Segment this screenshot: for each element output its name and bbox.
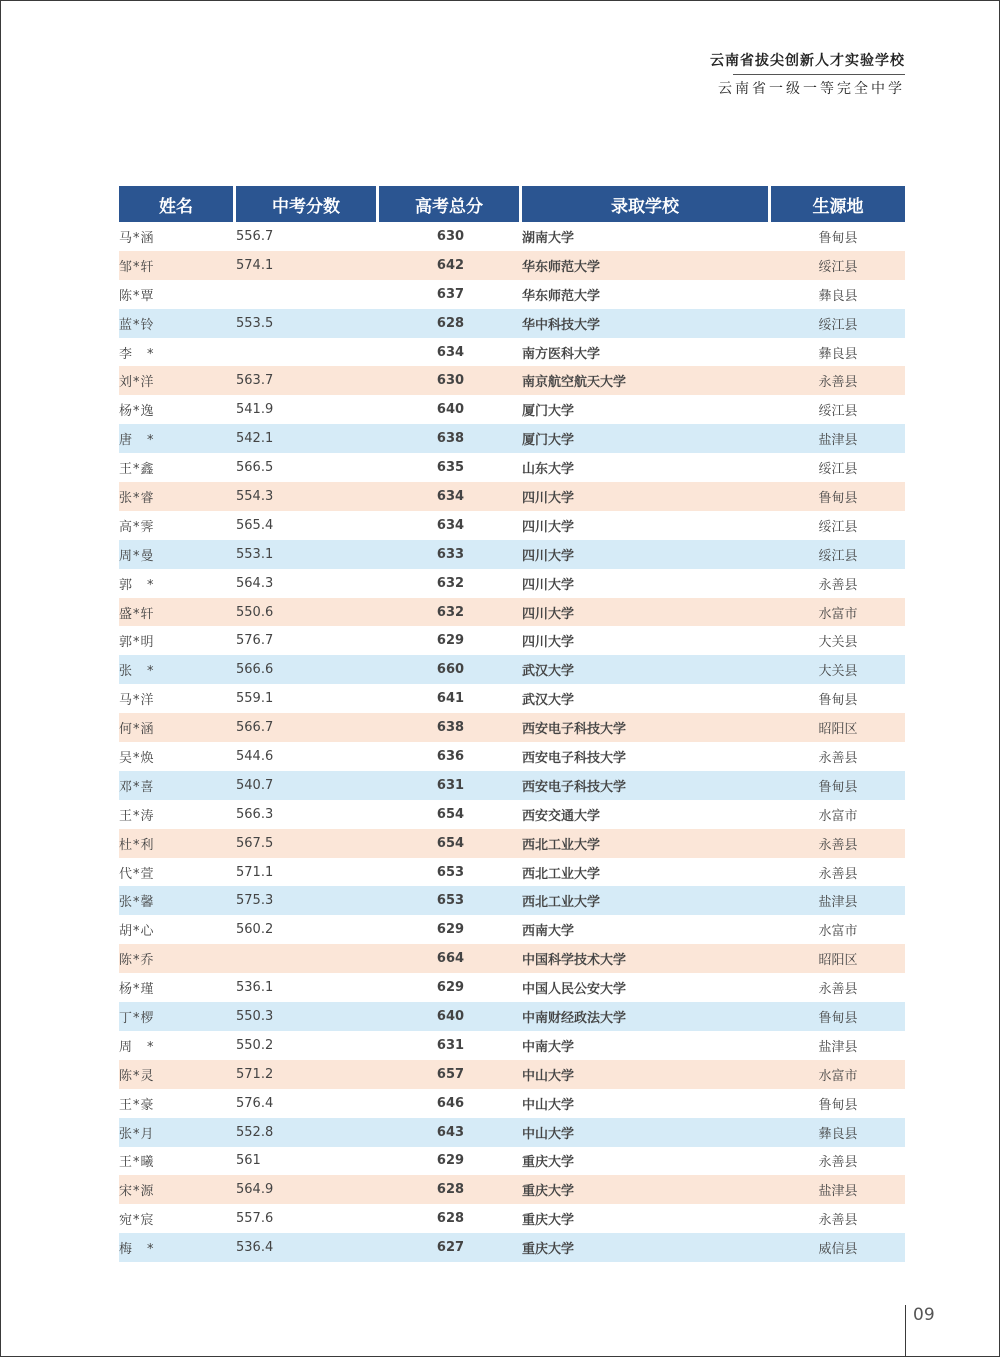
admitted-school: 南京航空航天大学: [522, 366, 771, 395]
student-name: 盛*轩: [119, 598, 236, 627]
zhongkao-score: 553.1: [236, 540, 379, 569]
student-name: 宛*宸: [119, 1204, 236, 1233]
origin-county: 鲁甸县: [771, 771, 905, 800]
student-name: 周*曼: [119, 540, 236, 569]
zhongkao-score: 566.7: [236, 713, 379, 742]
origin-county: 永善县: [771, 366, 905, 395]
student-name: 吴*焕: [119, 742, 236, 771]
admitted-school: 中山大学: [522, 1060, 771, 1089]
zhongkao-score: 542.1: [236, 424, 379, 453]
zhongkao-score: 536.1: [236, 973, 379, 1002]
student-name: 马*涵: [119, 222, 236, 251]
admitted-school: 重庆大学: [522, 1147, 771, 1176]
gaokao-score: 629: [379, 626, 522, 655]
gaokao-score: 627: [379, 1233, 522, 1262]
origin-county: 水富市: [771, 915, 905, 944]
student-name: 张 *: [119, 655, 236, 684]
origin-county: 威信县: [771, 1233, 905, 1262]
zhongkao-score: 566.3: [236, 800, 379, 829]
origin-county: 盐津县: [771, 1175, 905, 1204]
student-name: 周 *: [119, 1031, 236, 1060]
student-name: 李 *: [119, 338, 236, 367]
zhongkao-score: 553.5: [236, 309, 379, 338]
student-name: 陈*覃: [119, 280, 236, 309]
table-row: [119, 973, 905, 1002]
zhongkao-score: 544.6: [236, 742, 379, 771]
origin-county: 永善县: [771, 1204, 905, 1233]
zhongkao-score: 559.1: [236, 684, 379, 713]
zhongkao-score: [236, 944, 379, 973]
admitted-school: 四川大学: [522, 626, 771, 655]
student-name: 杨*逸: [119, 395, 236, 424]
origin-county: 绥江县: [771, 251, 905, 280]
table-body: [119, 222, 905, 1262]
zhongkao-score: 571.2: [236, 1060, 379, 1089]
admitted-school: 西北工业大学: [522, 886, 771, 915]
table-header-row: [119, 186, 905, 222]
origin-county: 彝良县: [771, 280, 905, 309]
column-header-name: 姓名: [119, 186, 236, 222]
admitted-school: 中山大学: [522, 1089, 771, 1118]
table-row: [119, 915, 905, 944]
origin-county: 鲁甸县: [771, 222, 905, 251]
footer-divider: [905, 1305, 906, 1357]
zhongkao-score: [236, 280, 379, 309]
zhongkao-score: 567.5: [236, 829, 379, 858]
student-name: 邓*喜: [119, 771, 236, 800]
gaokao-score: 653: [379, 886, 522, 915]
admitted-school: 四川大学: [522, 482, 771, 511]
admitted-school: 四川大学: [522, 511, 771, 540]
student-name: 宋*源: [119, 1175, 236, 1204]
gaokao-score: 638: [379, 713, 522, 742]
admitted-school: 中南大学: [522, 1031, 771, 1060]
table-row: [119, 771, 905, 800]
admitted-school: 西安电子科技大学: [522, 742, 771, 771]
student-name: 张*月: [119, 1118, 236, 1147]
zhongkao-score: 576.7: [236, 626, 379, 655]
zhongkao-score: 554.3: [236, 482, 379, 511]
school-name: 云南省拔尖创新人才实验学校: [710, 53, 905, 69]
gaokao-score: 633: [379, 540, 522, 569]
admitted-school: 四川大学: [522, 569, 771, 598]
zhongkao-score: 557.6: [236, 1204, 379, 1233]
gaokao-score: 642: [379, 251, 522, 280]
table-row: [119, 424, 905, 453]
admitted-school: 华中科技大学: [522, 309, 771, 338]
origin-county: 彝良县: [771, 1118, 905, 1147]
table-row: [119, 800, 905, 829]
origin-county: 永善县: [771, 973, 905, 1002]
zhongkao-score: 564.3: [236, 569, 379, 598]
admitted-school: 南方医科大学: [522, 338, 771, 367]
student-name: 杜*利: [119, 829, 236, 858]
student-name: 陈*乔: [119, 944, 236, 973]
gaokao-score: 660: [379, 655, 522, 684]
origin-county: 大关县: [771, 655, 905, 684]
admissions-table: [119, 186, 905, 1262]
admitted-school: 湖南大学: [522, 222, 771, 251]
gaokao-score: 628: [379, 1175, 522, 1204]
table-row: [119, 1204, 905, 1233]
column-header-origin: 生源地: [771, 186, 905, 222]
student-name: 王*涛: [119, 800, 236, 829]
student-name: 丁*椤: [119, 1002, 236, 1031]
admitted-school: 重庆大学: [522, 1175, 771, 1204]
origin-county: 绥江县: [771, 309, 905, 338]
zhongkao-score: 576.4: [236, 1089, 379, 1118]
student-name: 杨*瑾: [119, 973, 236, 1002]
student-name: 王*豪: [119, 1089, 236, 1118]
page-header: [710, 50, 905, 98]
origin-county: 鲁甸县: [771, 684, 905, 713]
gaokao-score: 637: [379, 280, 522, 309]
admitted-school: 中国科学技术大学: [522, 944, 771, 973]
table-row: [119, 338, 905, 367]
student-name: 张*馨: [119, 886, 236, 915]
column-header-admitted-school: 录取学校: [522, 186, 771, 222]
column-header-gaokao-score: 高考总分: [379, 186, 522, 222]
table-row: [119, 655, 905, 684]
zhongkao-score: 540.7: [236, 771, 379, 800]
table-row: [119, 1233, 905, 1262]
zhongkao-score: 563.7: [236, 366, 379, 395]
admitted-school: 西安电子科技大学: [522, 713, 771, 742]
table-row: [119, 944, 905, 973]
admitted-school: 西安电子科技大学: [522, 771, 771, 800]
gaokao-score: 636: [379, 742, 522, 771]
origin-county: 绥江县: [771, 540, 905, 569]
origin-county: 永善县: [771, 742, 905, 771]
origin-county: 水富市: [771, 598, 905, 627]
table-row: [119, 280, 905, 309]
zhongkao-score: 566.5: [236, 453, 379, 482]
student-name: 陈*灵: [119, 1060, 236, 1089]
student-name: 郭*明: [119, 626, 236, 655]
table-row: [119, 1089, 905, 1118]
zhongkao-score: 536.4: [236, 1233, 379, 1262]
gaokao-score: 657: [379, 1060, 522, 1089]
origin-county: 水富市: [771, 800, 905, 829]
table-row: [119, 858, 905, 887]
student-name: 蓝*铃: [119, 309, 236, 338]
table-row: [119, 829, 905, 858]
table-row: [119, 482, 905, 511]
zhongkao-score: 550.6: [236, 598, 379, 627]
table-row: [119, 222, 905, 251]
table-row: [119, 309, 905, 338]
student-name: 邹*轩: [119, 251, 236, 280]
admitted-school: 四川大学: [522, 598, 771, 627]
gaokao-score: 641: [379, 684, 522, 713]
admitted-school: 华东师范大学: [522, 251, 771, 280]
table-row: [119, 453, 905, 482]
gaokao-score: 654: [379, 829, 522, 858]
admitted-school: 山东大学: [522, 453, 771, 482]
table-row: [119, 598, 905, 627]
zhongkao-score: 550.2: [236, 1031, 379, 1060]
zhongkao-score: 560.2: [236, 915, 379, 944]
admitted-school: 中国人民公安大学: [522, 973, 771, 1002]
gaokao-score: 628: [379, 1204, 522, 1233]
gaokao-score: 638: [379, 424, 522, 453]
student-name: 郭 *: [119, 569, 236, 598]
admitted-school: 中山大学: [522, 1118, 771, 1147]
gaokao-score: 632: [379, 569, 522, 598]
gaokao-score: 634: [379, 511, 522, 540]
zhongkao-score: 541.9: [236, 395, 379, 424]
origin-county: 昭阳区: [771, 713, 905, 742]
gaokao-score: 640: [379, 395, 522, 424]
admitted-school: 西北工业大学: [522, 829, 771, 858]
admitted-school: 厦门大学: [522, 424, 771, 453]
gaokao-score: 643: [379, 1118, 522, 1147]
table-row: [119, 1147, 905, 1176]
admitted-school: 西安交通大学: [522, 800, 771, 829]
gaokao-score: 630: [379, 222, 522, 251]
table-row: [119, 251, 905, 280]
table-row: [119, 366, 905, 395]
origin-county: 绥江县: [771, 395, 905, 424]
table-row: [119, 395, 905, 424]
table-row: [119, 1118, 905, 1147]
origin-county: 鲁甸县: [771, 1089, 905, 1118]
admitted-school: 四川大学: [522, 540, 771, 569]
student-name: 唐 *: [119, 424, 236, 453]
student-name: 王*曦: [119, 1147, 236, 1176]
zhongkao-score: 565.4: [236, 511, 379, 540]
origin-county: 盐津县: [771, 886, 905, 915]
zhongkao-score: 550.3: [236, 1002, 379, 1031]
gaokao-score: 635: [379, 453, 522, 482]
admitted-school: 重庆大学: [522, 1233, 771, 1262]
gaokao-score: 628: [379, 309, 522, 338]
table-row: [119, 511, 905, 540]
table-row: [119, 684, 905, 713]
student-name: 马*洋: [119, 684, 236, 713]
zhongkao-score: 552.8: [236, 1118, 379, 1147]
admitted-school: 西北工业大学: [522, 858, 771, 887]
student-name: 刘*洋: [119, 366, 236, 395]
origin-county: 鲁甸县: [771, 1002, 905, 1031]
gaokao-score: 640: [379, 1002, 522, 1031]
admitted-school: 武汉大学: [522, 684, 771, 713]
gaokao-score: 631: [379, 1031, 522, 1060]
zhongkao-score: [236, 338, 379, 367]
gaokao-score: 629: [379, 915, 522, 944]
zhongkao-score: 556.7: [236, 222, 379, 251]
table-row: [119, 713, 905, 742]
table-row: [119, 1175, 905, 1204]
origin-county: 永善县: [771, 829, 905, 858]
school-rank: 云南省一级一等完全中学: [718, 81, 905, 97]
origin-county: 彝良县: [771, 338, 905, 367]
page-number: 09: [913, 1305, 935, 1325]
origin-county: 盐津县: [771, 424, 905, 453]
student-name: 胡*心: [119, 915, 236, 944]
student-name: 何*涵: [119, 713, 236, 742]
gaokao-score: 634: [379, 338, 522, 367]
gaokao-score: 664: [379, 944, 522, 973]
origin-county: 大关县: [771, 626, 905, 655]
origin-county: 永善县: [771, 569, 905, 598]
admitted-school: 华东师范大学: [522, 280, 771, 309]
origin-county: 鲁甸县: [771, 482, 905, 511]
student-name: 代*萱: [119, 858, 236, 887]
origin-county: 昭阳区: [771, 944, 905, 973]
origin-county: 永善县: [771, 858, 905, 887]
gaokao-score: 634: [379, 482, 522, 511]
origin-county: 水富市: [771, 1060, 905, 1089]
admitted-school: 西南大学: [522, 915, 771, 944]
zhongkao-score: 574.1: [236, 251, 379, 280]
admitted-school: 厦门大学: [522, 395, 771, 424]
gaokao-score: 632: [379, 598, 522, 627]
student-name: 张*睿: [119, 482, 236, 511]
gaokao-score: 629: [379, 1147, 522, 1176]
column-header-zhongkao-score: 中考分数: [236, 186, 379, 222]
student-name: 高*霁: [119, 511, 236, 540]
zhongkao-score: 575.3: [236, 886, 379, 915]
table-row: [119, 1002, 905, 1031]
admitted-school: 重庆大学: [522, 1204, 771, 1233]
origin-county: 盐津县: [771, 1031, 905, 1060]
zhongkao-score: 571.1: [236, 858, 379, 887]
origin-county: 永善县: [771, 1147, 905, 1176]
gaokao-score: 630: [379, 366, 522, 395]
student-name: 王*鑫: [119, 453, 236, 482]
zhongkao-score: 566.6: [236, 655, 379, 684]
gaokao-score: 653: [379, 858, 522, 887]
gaokao-score: 654: [379, 800, 522, 829]
origin-county: 绥江县: [771, 453, 905, 482]
zhongkao-score: 564.9: [236, 1175, 379, 1204]
table-row: [119, 540, 905, 569]
table-row: [119, 1031, 905, 1060]
zhongkao-score: 561: [236, 1147, 379, 1176]
table-row: [119, 1060, 905, 1089]
table-row: [119, 886, 905, 915]
admitted-school: 武汉大学: [522, 655, 771, 684]
student-name: 梅 *: [119, 1233, 236, 1262]
admitted-school: 中南财经政法大学: [522, 1002, 771, 1031]
table-row: [119, 742, 905, 771]
gaokao-score: 631: [379, 771, 522, 800]
gaokao-score: 629: [379, 973, 522, 1002]
table-row: [119, 626, 905, 655]
origin-county: 绥江县: [771, 511, 905, 540]
table-row: [119, 569, 905, 598]
header-divider: [733, 74, 905, 75]
gaokao-score: 646: [379, 1089, 522, 1118]
